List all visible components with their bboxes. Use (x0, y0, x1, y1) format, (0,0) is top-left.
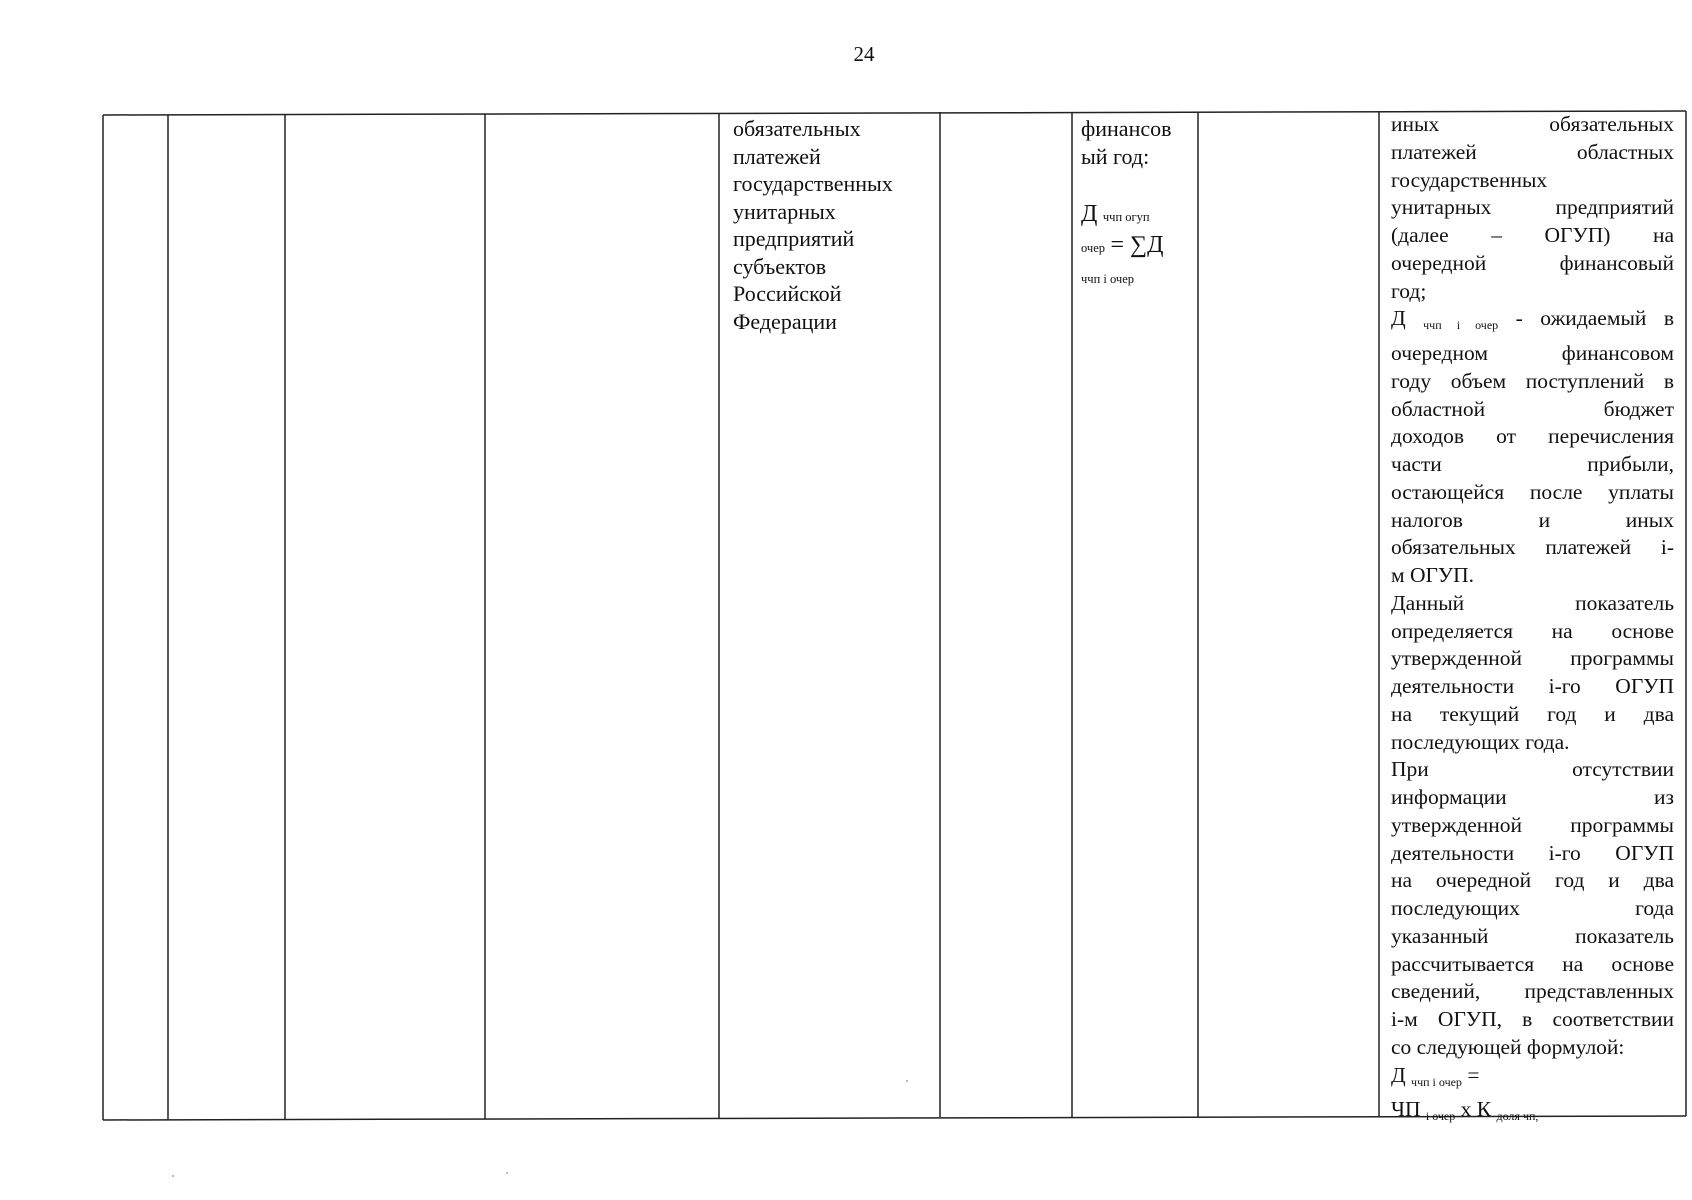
cell-col9-text (1391, 111, 1674, 1131)
col9-line: последующих года (1391, 896, 1674, 920)
col5-line: Российской (733, 281, 842, 306)
formula-xk: x К (1460, 1097, 1492, 1122)
col9-line: части прибыли, (1391, 452, 1674, 476)
col9-line: на очередной год и два (1391, 868, 1674, 893)
col9-line: областной бюджет (1391, 396, 1674, 421)
col7-line: финансов (1081, 116, 1172, 141)
col9-line: последующих года. (1391, 729, 1570, 754)
col9-line: унитарных предприятий (1391, 195, 1674, 220)
formula-sub: ччп i очер (1081, 272, 1134, 286)
page-number: 24 (853, 42, 875, 66)
col5-line: Федерации (733, 308, 837, 334)
scan-speck (906, 1080, 908, 1082)
col9-line: сведений, представленных (1391, 979, 1674, 1004)
col9-line: году объем поступлений в (1391, 368, 1674, 393)
col9-formula-line (1391, 1096, 1674, 1131)
scan-speck (172, 1175, 174, 1177)
col5-line: субъектов (733, 253, 827, 279)
formula-d: Д (1391, 306, 1406, 331)
col9-formula-line (1391, 1062, 1674, 1097)
formula-sub: ччп огуп (1102, 210, 1150, 224)
formula-d: Д (1391, 1062, 1406, 1087)
col5-line: унитарных (733, 198, 836, 224)
col9-line: Данный показатель (1391, 590, 1674, 615)
col7-formula (1081, 200, 1191, 293)
col9-line: очередном финансовом (1391, 341, 1674, 365)
cell-col5-text (733, 115, 923, 335)
formula-d: Д (1081, 201, 1098, 227)
col9-line: год; (1391, 278, 1427, 303)
formula-sum: = ∑Д (1110, 232, 1164, 258)
col9-line: м ОГУП. (1391, 563, 1475, 587)
col9-line: обязательных платежей i- (1391, 535, 1674, 560)
col9-line: остающейся после уплаты (1391, 479, 1674, 504)
col9-line: утвержденной программы (1391, 812, 1674, 837)
col9-line (1391, 305, 1674, 340)
col9-line: При отсутствии (1391, 757, 1674, 782)
formula-sub: очер (1081, 241, 1106, 255)
col9-line: определяется на основе (1391, 618, 1674, 643)
col9-line: (далее – ОГУП) на (1391, 223, 1674, 247)
col5-line: обязательных (733, 116, 861, 141)
col9-line: деятельности i-го ОГУП (1391, 674, 1674, 698)
scan-speck (506, 1172, 508, 1174)
col5-line: государственных (733, 171, 893, 196)
col9-line: утвержденной программы (1391, 646, 1674, 671)
formula-sub: ччп i очер (1423, 318, 1499, 333)
col5-line: предприятий (733, 226, 855, 251)
col9-line: i-м ОГУП, в соответствии (1391, 1007, 1674, 1031)
col9-line: на текущий год и два (1391, 701, 1674, 726)
col9-line: со следующей формулой: (1391, 1034, 1625, 1059)
col9-line: налогов и иных (1391, 507, 1674, 532)
col9-line: государственных (1391, 167, 1548, 192)
formula-eq: = (1467, 1062, 1480, 1087)
col9-line: указанный показатель (1391, 923, 1674, 948)
col9-line: рассчитывается на основе (1391, 951, 1674, 976)
col7-line: ый год: (1081, 143, 1150, 169)
col9-line: доходов от перечисления (1391, 424, 1674, 449)
col9-line: информации из (1391, 785, 1674, 809)
formula-sub: ччп i очер (1411, 1074, 1462, 1089)
col9-line: очередной финансовый (1391, 250, 1674, 275)
formula-sub: доля чп, (1496, 1109, 1539, 1124)
col9-line: иных обязательных (1391, 112, 1674, 136)
col5-line: платежей (733, 143, 821, 169)
col9-line: платежей областных (1391, 139, 1674, 164)
col9-line: деятельности i-го ОГУП (1391, 840, 1674, 865)
formula-sub: i очер (1425, 1109, 1456, 1124)
col9-text: - ожидаемый в (1515, 306, 1674, 331)
formula-chp: ЧП (1391, 1097, 1421, 1122)
cell-col7-text (1081, 115, 1191, 293)
